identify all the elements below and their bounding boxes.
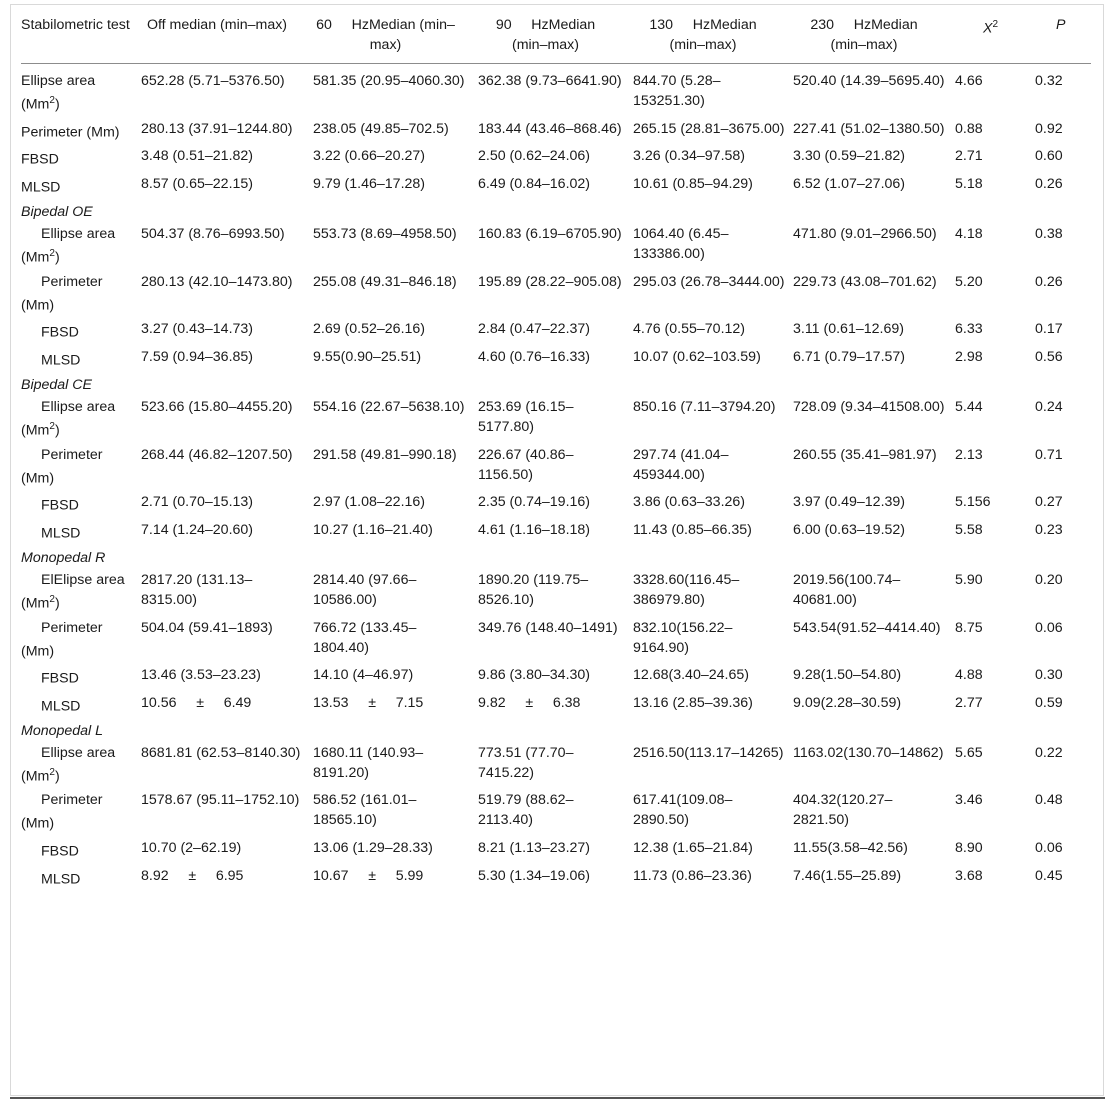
chi-square-cell: 5.18 — [955, 176, 983, 193]
value-cell: 4.76 (0.55–70.12) — [633, 321, 746, 338]
value-cell: 9.09(2.28–30.59) — [793, 695, 902, 712]
p-value-cell: 0.22 — [1035, 744, 1063, 761]
table-row — [21, 665, 1091, 693]
p-value-cell: 0.23 — [1035, 522, 1063, 539]
value-cell: 12.68(3.40–24.65) — [633, 667, 749, 684]
chi-square-cell: 6.33 — [955, 321, 983, 338]
value-cell: 850.16 (7.11–3794.20) — [633, 398, 776, 415]
row-label — [21, 570, 141, 618]
row-label — [21, 224, 141, 272]
section-title: Monopedal L — [21, 722, 104, 739]
row-label-end: ) — [54, 96, 60, 113]
chi-square-cell: 5.90 — [955, 571, 983, 588]
value-cell: 9.82 ± 6.38 — [478, 695, 581, 712]
value-cell: 9.86 (3.80–34.30) — [478, 667, 591, 684]
row-label-text: MLSD — [41, 525, 81, 542]
value-cell: 280.13 (37.91–1244.80) — [141, 120, 293, 137]
value-cell: 291.58 (49.81–990.18) — [313, 446, 457, 463]
value-cell: 349.76 (148.40–1491) — [478, 619, 618, 636]
p-value-cell: 0.48 — [1035, 792, 1063, 809]
value-cell: 6.49 (0.84–16.02) — [478, 176, 591, 193]
value-cell: 844.70 (5.28–153251.30) — [633, 73, 721, 109]
p-value-cell: 0.26 — [1035, 176, 1063, 193]
value-cell: 195.89 (28.22–905.08) — [478, 273, 622, 290]
value-cell: 3.30 (0.59–21.82) — [793, 148, 906, 165]
value-cell: 183.44 (43.46–868.46) — [478, 120, 622, 137]
value-cell: 581.35 (20.95–4060.30) — [313, 73, 465, 89]
value-cell: 2.69 (0.52–26.16) — [313, 321, 426, 338]
value-cell: 523.66 (15.80–4455.20) — [141, 398, 293, 415]
header-chi-square-x: X — [983, 20, 993, 37]
p-value-cell: 0.92 — [1035, 120, 1063, 137]
value-cell: 9.55(0.90–25.51) — [313, 349, 422, 366]
value-cell: 7.46(1.55–25.89) — [793, 867, 902, 884]
row-label-text: Perimeter (Mm) — [21, 792, 103, 833]
row-label-text: FBSD — [41, 671, 79, 688]
value-cell: 471.80 (9.01–2966.50) — [793, 225, 937, 242]
value-cell: 2817.20 (131.13–8315.00) — [141, 571, 253, 608]
chi-square-cell: 5.65 — [955, 744, 983, 761]
value-cell: 268.44 (46.82–1207.50) — [141, 446, 293, 463]
header-90hz: 90 HzMedian (min–max) — [495, 17, 600, 53]
row-label-text: MLSD — [21, 179, 61, 196]
value-cell: 553.73 (8.69–4958.50) — [313, 225, 457, 242]
p-value-cell: 0.56 — [1035, 349, 1063, 366]
table-row — [21, 64, 1091, 119]
value-cell: 3.26 (0.34–97.58) — [633, 148, 746, 165]
table-row — [21, 445, 1091, 493]
p-value-cell: 0.38 — [1035, 225, 1063, 242]
value-cell: 10.27 (1.16–21.40) — [313, 522, 433, 539]
header-row — [21, 15, 1091, 64]
p-value-cell: 0.06 — [1035, 619, 1063, 636]
value-cell: 160.83 (6.19–6705.90) — [478, 225, 622, 242]
value-cell: 3.27 (0.43–14.73) — [141, 321, 254, 338]
row-label — [21, 520, 141, 548]
value-cell: 3.86 (0.63–33.26) — [633, 494, 746, 511]
value-cell: 6.52 (1.07–27.06) — [793, 176, 906, 193]
row-label-text: FBSD — [41, 843, 79, 860]
row-label — [21, 790, 141, 838]
chi-square-cell: 4.88 — [955, 667, 983, 684]
row-label — [21, 119, 141, 147]
value-cell: 8681.81 (62.53–8140.30) — [141, 744, 301, 761]
value-cell: 8.92 ± 6.95 — [141, 867, 244, 884]
table-row — [21, 520, 1091, 548]
table-row — [21, 866, 1091, 899]
value-cell: 297.74 (41.04–459344.00) — [633, 446, 729, 483]
value-cell: 652.28 (5.71–5376.50) — [141, 73, 285, 89]
row-label-superscript: 2 — [49, 247, 55, 259]
value-cell: 586.52 (161.01–18565.10) — [313, 792, 417, 829]
table-row — [21, 224, 1091, 272]
table-row — [21, 693, 1091, 721]
section-title: Monopedal R — [21, 549, 106, 566]
row-label — [21, 618, 141, 666]
value-cell: 1680.11 (140.93–8191.20) — [313, 744, 424, 781]
row-label-text: Ellipse area (Mm — [21, 398, 116, 439]
value-cell: 265.15 (28.81–3675.00) — [633, 120, 785, 137]
table-row — [21, 790, 1091, 838]
value-cell: 6.71 (0.79–17.57) — [793, 349, 906, 366]
value-cell: 766.72 (133.45–1804.40) — [313, 619, 417, 656]
table-row — [21, 492, 1091, 520]
row-label-superscript: 2 — [49, 593, 55, 605]
chi-square-cell: 5.20 — [955, 273, 983, 290]
row-label-superscript: 2 — [49, 95, 55, 106]
chi-square-cell: 2.77 — [955, 695, 983, 712]
p-value-cell: 0.32 — [1035, 73, 1063, 89]
value-cell: 13.06 (1.29–28.33) — [313, 840, 433, 857]
value-cell: 10.56 ± 6.49 — [141, 695, 252, 712]
value-cell: 8.21 (1.13–23.27) — [478, 840, 591, 857]
table-row — [21, 838, 1091, 866]
row-label — [21, 743, 141, 791]
value-cell: 3.11 (0.61–12.69) — [793, 321, 904, 338]
row-label-text: MLSD — [41, 352, 81, 369]
value-cell: 255.08 (49.31–846.18) — [313, 273, 457, 290]
chi-square-cell: 5.156 — [955, 494, 991, 511]
value-cell: 10.67 ± 5.99 — [313, 867, 424, 884]
section-title: Bipedal OE — [21, 203, 93, 220]
value-cell: 2.50 (0.62–24.06) — [478, 148, 591, 165]
value-cell: 10.61 (0.85–94.29) — [633, 176, 753, 193]
section-row — [21, 202, 1091, 224]
p-value-cell: 0.30 — [1035, 667, 1063, 684]
row-label — [21, 347, 141, 375]
table-row — [21, 743, 1091, 791]
section-title: Bipedal CE — [21, 376, 92, 393]
row-label — [21, 272, 141, 320]
row-label-text: FBSD — [21, 152, 59, 169]
chi-square-cell: 3.46 — [955, 792, 983, 809]
row-label — [21, 866, 141, 899]
p-value-cell: 0.60 — [1035, 148, 1063, 165]
value-cell: 504.04 (59.41–1893) — [141, 619, 273, 636]
value-cell: 8.57 (0.65–22.15) — [141, 176, 254, 193]
row-label-text: FBSD — [41, 498, 79, 515]
value-cell: 1163.02(130.70–14862) — [793, 744, 944, 761]
value-cell: 14.10 (4–46.97) — [313, 667, 414, 684]
value-cell: 1890.20 (119.75–8526.10) — [478, 571, 589, 608]
table-row — [21, 174, 1091, 202]
table-row — [21, 146, 1091, 174]
header-60hz: 60 HzMedian (min–max) — [316, 17, 455, 53]
row-label — [21, 174, 141, 202]
value-cell: 253.69 (16.15–5177.80) — [478, 398, 574, 435]
value-cell: 3.97 (0.49–12.39) — [793, 494, 906, 511]
p-value-cell: 0.26 — [1035, 273, 1063, 290]
chi-square-cell: 5.58 — [955, 522, 983, 539]
header-230hz: 230 HzMedian (min–max) — [810, 17, 922, 53]
value-cell: 2.35 (0.74–19.16) — [478, 494, 591, 511]
value-cell: 832.10(156.22–9164.90) — [633, 619, 733, 656]
value-cell: 11.73 (0.86–23.36) — [633, 867, 752, 884]
value-cell: 504.37 (8.76–6993.50) — [141, 225, 285, 242]
row-label-superscript: 2 — [49, 766, 55, 778]
row-label — [21, 838, 141, 866]
table-row — [21, 347, 1091, 375]
value-cell: 226.67 (40.86–1156.50) — [478, 446, 574, 483]
value-cell: 13.16 (2.85–39.36) — [633, 695, 753, 712]
value-cell: 11.43 (0.85–66.35) — [633, 522, 752, 539]
value-cell: 1064.40 (6.45–133386.00) — [633, 225, 729, 262]
section-row — [21, 721, 1091, 743]
value-cell: 5.30 (1.34–19.06) — [478, 867, 591, 884]
p-value-cell: 0.17 — [1035, 321, 1063, 338]
value-cell: 7.59 (0.94–36.85) — [141, 349, 254, 366]
value-cell: 3328.60(116.45–386979.80) — [633, 571, 740, 608]
value-cell: 520.40 (14.39–5695.40) — [793, 73, 945, 89]
row-label-text: FBSD — [41, 325, 79, 342]
chi-square-cell: 0.88 — [955, 120, 983, 137]
value-cell: 280.13 (42.10–1473.80) — [141, 273, 293, 290]
value-cell: 2.84 (0.47–22.37) — [478, 321, 591, 338]
chi-square-cell: 3.68 — [955, 867, 983, 884]
row-label — [21, 64, 141, 119]
value-cell: 6.00 (0.63–19.52) — [793, 522, 906, 539]
section-row — [21, 548, 1091, 570]
value-cell: 543.54(91.52–4414.40) — [793, 619, 941, 636]
value-cell: 2.97 (1.08–22.16) — [313, 494, 426, 511]
section-row — [21, 375, 1091, 397]
row-label-end: ) — [54, 595, 60, 612]
header-off: Off median (min–max) — [146, 17, 288, 33]
row-label-text: Perimeter (Mm) — [21, 446, 103, 487]
table-row — [21, 319, 1091, 347]
table-frame — [10, 4, 1104, 1096]
table-header — [21, 15, 1091, 64]
row-label-text: Ellipse area (Mm — [21, 225, 116, 266]
table-row — [21, 119, 1091, 147]
row-label-end: ) — [54, 768, 60, 785]
table-row — [21, 272, 1091, 320]
value-cell: 227.41 (51.02–1380.50) — [793, 120, 945, 137]
value-cell: 260.55 (35.41–981.97) — [793, 446, 937, 463]
row-label — [21, 146, 141, 174]
row-label-text: Ellipse area (Mm — [21, 73, 96, 113]
header-130hz: 130 HzMedian (min–max) — [649, 17, 761, 53]
row-label-text: Ellipse area (Mm — [21, 744, 116, 785]
value-cell: 7.14 (1.24–20.60) — [141, 522, 254, 539]
row-label-text: Perimeter (Mm) — [21, 273, 103, 314]
chi-square-cell: 8.75 — [955, 619, 983, 636]
value-cell: 773.51 (77.70–7415.22) — [478, 744, 574, 781]
value-cell: 4.61 (1.16–18.18) — [478, 522, 591, 539]
p-value-cell: 0.27 — [1035, 494, 1063, 511]
value-cell: 554.16 (22.67–5638.10) — [313, 398, 465, 415]
value-cell: 519.79 (88.62–2113.40) — [478, 792, 574, 829]
header-p-value: P — [1056, 17, 1066, 33]
value-cell: 295.03 (26.78–3444.00) — [633, 273, 785, 290]
value-cell: 10.70 (2–62.19) — [141, 840, 242, 857]
chi-square-cell: 2.98 — [955, 349, 983, 366]
value-cell: 3.48 (0.51–21.82) — [141, 148, 254, 165]
header-test: Stabilometric test — [21, 17, 130, 33]
value-cell: 12.38 (1.65–21.84) — [633, 840, 753, 857]
value-cell: 9.79 (1.46–17.28) — [313, 176, 426, 193]
value-cell: 229.73 (43.08–701.62) — [793, 273, 937, 290]
value-cell: 728.09 (9.34–41508.00) — [793, 398, 945, 415]
value-cell: 362.38 (9.73–6641.90) — [478, 73, 622, 89]
row-label — [21, 693, 141, 721]
row-label — [21, 319, 141, 347]
row-label — [21, 445, 141, 493]
value-cell: 13.53 ± 7.15 — [313, 695, 424, 712]
header-chi-square — [955, 15, 1035, 64]
table-row — [21, 618, 1091, 666]
value-cell: 9.28(1.50–54.80) — [793, 667, 902, 684]
row-label-end: ) — [54, 422, 60, 439]
value-cell: 4.60 (0.76–16.33) — [478, 349, 591, 366]
row-label-text: MLSD — [41, 871, 81, 888]
value-cell: 617.41(109.08–2890.50) — [633, 792, 733, 829]
value-cell: 1578.67 (95.11–1752.10) — [141, 792, 300, 809]
chi-square-cell: 4.18 — [955, 225, 983, 242]
value-cell: 404.32(120.27–2821.50) — [793, 792, 893, 829]
chi-square-cell: 2.13 — [955, 446, 983, 463]
value-cell: 11.55(3.58–42.56) — [793, 840, 908, 857]
stabilometric-table — [21, 15, 1091, 899]
row-label — [21, 665, 141, 693]
chi-square-cell: 4.66 — [955, 73, 983, 89]
row-label-text: Perimeter (Mm) — [21, 619, 103, 660]
p-value-cell: 0.71 — [1035, 446, 1063, 463]
row-label — [21, 397, 141, 445]
row-label-text: MLSD — [41, 698, 81, 715]
p-value-cell: 0.59 — [1035, 695, 1063, 712]
row-label-text: ElElipse area (Mm — [21, 571, 125, 612]
value-cell: 238.05 (49.85–702.5) — [313, 120, 449, 137]
p-value-cell: 0.06 — [1035, 840, 1063, 857]
value-cell: 2.71 (0.70–15.13) — [141, 494, 254, 511]
p-value-cell: 0.20 — [1035, 571, 1063, 588]
value-cell: 2814.40 (97.66–10586.00) — [313, 571, 417, 608]
table-bottom-rule — [10, 1097, 1105, 1099]
table-row — [21, 570, 1091, 618]
value-cell: 2019.56(100.74–40681.00) — [793, 571, 901, 608]
value-cell: 10.07 (0.62–103.59) — [633, 349, 761, 366]
value-cell: 3.22 (0.66–20.27) — [313, 148, 426, 165]
row-label-text: Perimeter (Mm) — [21, 124, 120, 141]
table-row — [21, 397, 1091, 445]
row-label — [21, 492, 141, 520]
row-label-end: ) — [54, 249, 60, 266]
chi-square-cell: 5.44 — [955, 398, 983, 415]
p-value-cell: 0.45 — [1035, 867, 1063, 884]
table-body — [21, 64, 1091, 899]
row-label-superscript: 2 — [49, 420, 55, 432]
header-chi-square-sup: 2 — [992, 19, 999, 30]
value-cell: 2516.50(113.17–14265) — [633, 744, 784, 761]
p-value-cell: 0.24 — [1035, 398, 1063, 415]
chi-square-cell: 8.90 — [955, 840, 983, 857]
chi-square-cell: 2.71 — [955, 148, 983, 165]
value-cell: 13.46 (3.53–23.23) — [141, 667, 261, 684]
